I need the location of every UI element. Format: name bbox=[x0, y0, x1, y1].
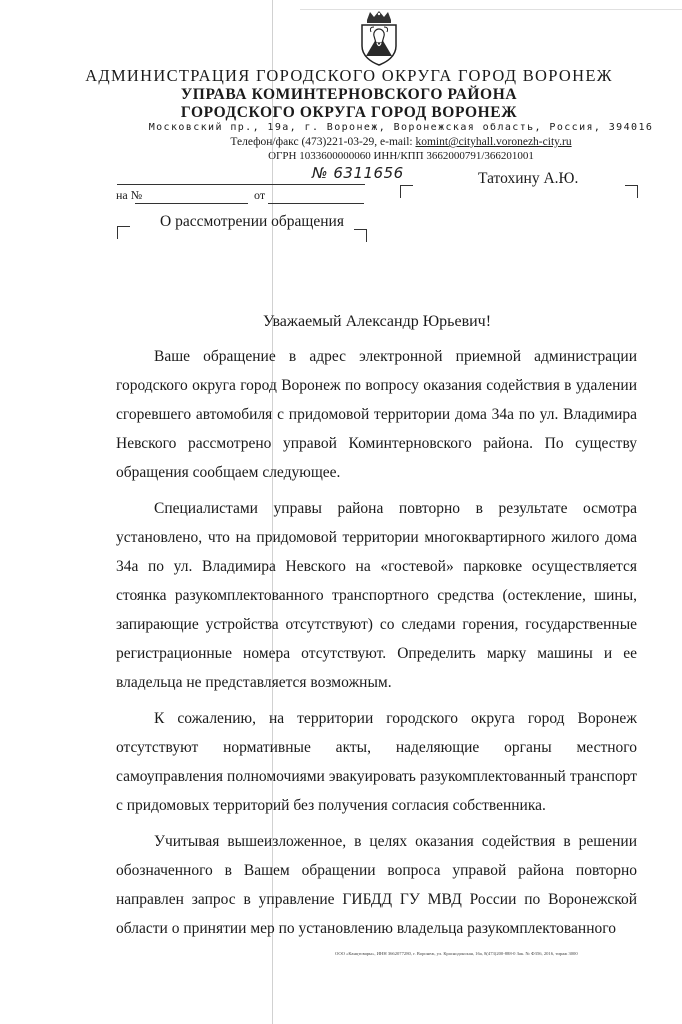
email-link[interactable]: komint@cityhall.voronezh-city.ru bbox=[415, 136, 572, 148]
body-paragraph: Учитывая вышеизложенное, в целях оказания содействия в решении обозначенного в Вашем обращении вопроса управой района повторно направлен запрос в управление ГИБДД ГУ МВД России по Воронежской области о принятии мер по установлению владельца разукомплектованного bbox=[116, 833, 637, 937]
city-title: ГОРОДСКОГО ОКРУГА ГОРОД ВОРОНЕЖ bbox=[180, 104, 518, 121]
reference-number-line bbox=[135, 203, 248, 204]
subject-corner-right bbox=[354, 229, 367, 242]
phone-fax: Телефон/факс (473)221-03-29, e-mail: bbox=[230, 136, 416, 148]
reference-number-label: на № bbox=[116, 188, 143, 202]
body-paragraph: К сожалению, на территории городского округа город Воронеж отсутствуют нормативные акты, наделяющие органы местного самоуправления полномочиями эвакуировать разукомплектованный транспорт с придомовых территорий без получения согласия собственника. bbox=[116, 710, 637, 814]
reference-date-line bbox=[268, 203, 364, 204]
ogrn-inn: ОГРН 1033600000060 ИНН/КПП 3662000791/366201001 bbox=[268, 150, 534, 162]
body-paragraph: Специалистами управы района повторно в результате осмотра установлено, что на придомовой территории многоквартирного жилого дома 34а по ул. Владимира Невского на «гостевой» парковке осуществляется стоянка разукомплектованного транспортного средства (остекление, шины, запирающие устройства отсутствуют) со следами горения, государственные регистрационные номера отсутствуют. Определить марку машины и ее владельца не представляется возможным. bbox=[116, 500, 637, 691]
administration-title: АДМИНИСТРАЦИЯ ГОРОДСКОГО ОКРУГА ГОРОД ВОРОНЕЖ bbox=[85, 66, 613, 85]
uprava-title: УПРАВА КОМИНТЕРНОВСКОГО РАЙОНА bbox=[180, 86, 518, 103]
printer-imprint: ООО «Канцтовары», ИНН 3662077280, г. Воронеж, ул. Краснодонская, 16а, 8(473)200-888-0 Зак. № Ф356, 2016, тираж 3000 bbox=[335, 951, 578, 956]
reference-date-label: от bbox=[254, 188, 266, 202]
letter-body bbox=[116, 342, 637, 950]
body-paragraph: Ваше обращение в адрес электронной приемной администрации городского округа город Воронеж по вопросу оказания содействия в удалении сгоревшего автомобиля с придомовой территории дома 34а по ул. Владимира Невского рассмотрено управой Коминтерновского района. По существу обращения сообщаем следующее. bbox=[116, 348, 637, 481]
addressee: Татохину А.Ю. bbox=[478, 170, 579, 187]
subject-corner-left bbox=[117, 226, 130, 239]
voronezh-coat-of-arms-icon bbox=[357, 10, 401, 66]
subject-line: О рассмотрении обращения bbox=[160, 213, 344, 230]
outgoing-number-line bbox=[117, 184, 365, 185]
greeting: Уважаемый Александр Юрьевич! bbox=[262, 313, 492, 330]
outgoing-number: № 6311656 bbox=[312, 164, 404, 182]
office-address: Московский пр., 19а, г. Воронеж, Воронежская область, Россия, 394016 bbox=[148, 122, 654, 133]
addressee-corner-left bbox=[400, 185, 413, 198]
contact-line bbox=[60, 136, 682, 148]
addressee-corner-right bbox=[625, 185, 638, 198]
